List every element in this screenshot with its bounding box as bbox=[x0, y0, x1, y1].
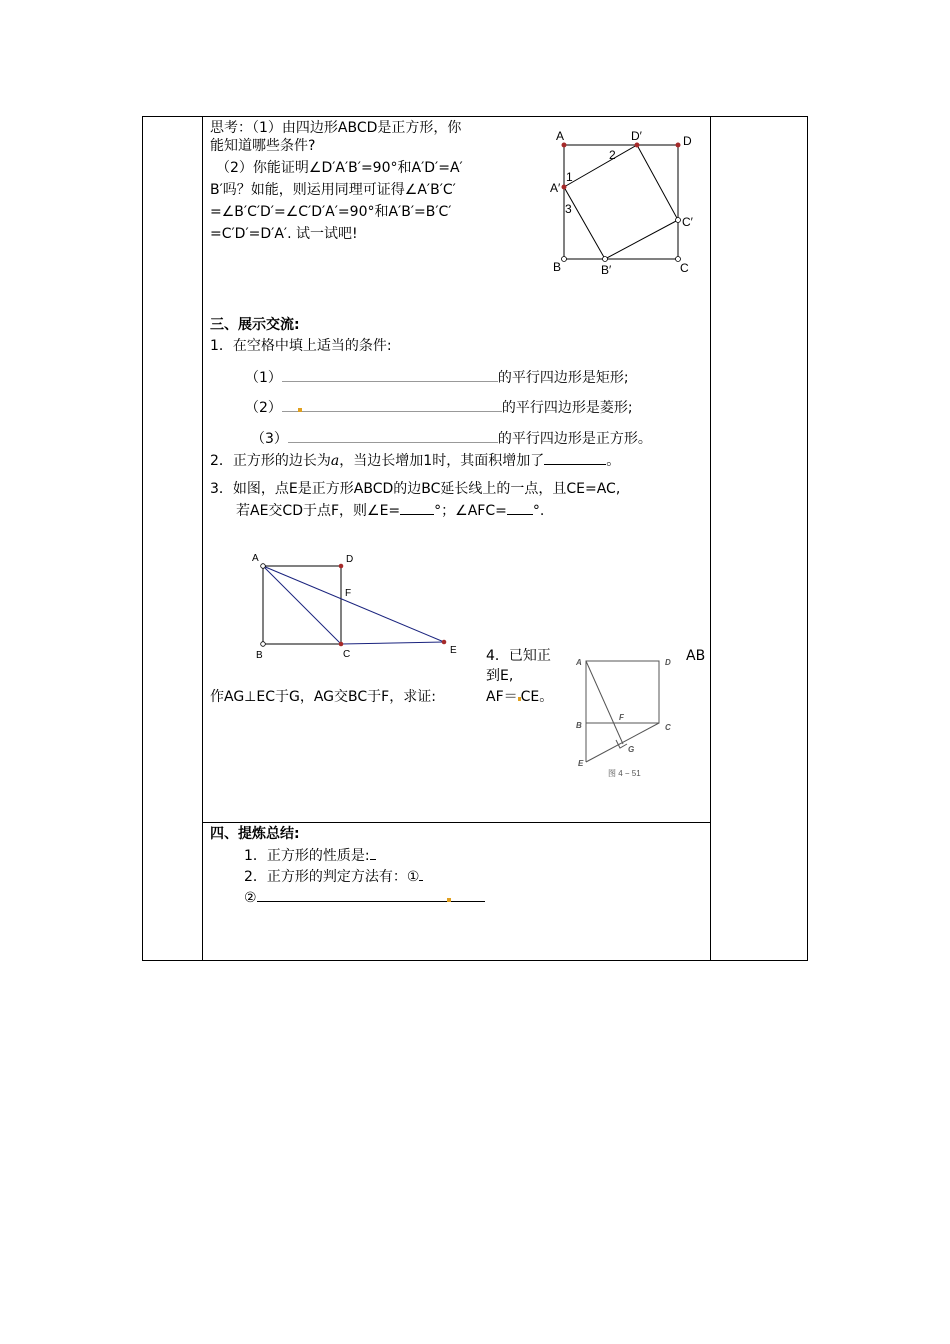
label-A: A bbox=[252, 553, 259, 564]
question-2 bbox=[210, 450, 620, 471]
think-line-2: 能知道哪些条件? bbox=[210, 138, 316, 154]
figure-4-51 bbox=[570, 650, 680, 785]
label-B: B bbox=[256, 650, 263, 661]
q2-end: 。 bbox=[606, 453, 621, 469]
label-angle-3: 3 bbox=[565, 202, 572, 216]
question-4-line-2: 到E, bbox=[486, 668, 514, 684]
label-B: B bbox=[553, 260, 562, 274]
label-D: D bbox=[665, 658, 671, 667]
summary-item-1 bbox=[244, 845, 376, 866]
segment-AG bbox=[586, 661, 623, 744]
label-A: A bbox=[576, 658, 582, 667]
section-3-title: 三、展示交流: bbox=[210, 317, 300, 333]
point-D bbox=[339, 564, 344, 569]
q4-af: AF＝ bbox=[486, 689, 518, 705]
point-D bbox=[676, 143, 681, 148]
label-C-prime: C′ bbox=[682, 215, 693, 229]
question-4-line-3b bbox=[486, 687, 553, 707]
summary-item-3 bbox=[244, 887, 485, 908]
q4-ce: CE。 bbox=[520, 689, 554, 705]
figure-caption: 图 4 − 51 bbox=[608, 769, 641, 778]
segment-AE bbox=[263, 566, 444, 642]
q2-blank bbox=[544, 450, 606, 465]
question-4-line-3: 作AG⊥EC于G，AG交BC于F，求证: bbox=[210, 689, 436, 705]
point-B bbox=[562, 257, 567, 262]
q3-blank-1 bbox=[400, 500, 434, 515]
q1a-prefix: （1） bbox=[245, 370, 282, 386]
section-4-title: 四、提炼总结: bbox=[210, 826, 300, 842]
diagonal-AC bbox=[263, 566, 341, 644]
point-C-prime bbox=[676, 218, 681, 223]
inner-square bbox=[564, 145, 678, 259]
point-A bbox=[562, 143, 567, 148]
label-F: F bbox=[619, 713, 624, 722]
think-line-4: B′吗？如能，则运用同理可证得∠A′B′C′ bbox=[210, 182, 456, 198]
label-D: D bbox=[683, 134, 692, 148]
q3-text-a: 若AE交CD于点F，则∠E= bbox=[236, 503, 401, 519]
q3-text-b: °；∠AFC= bbox=[434, 503, 507, 519]
label-C: C bbox=[665, 723, 671, 732]
label-A: A bbox=[556, 129, 565, 143]
question-1c bbox=[251, 428, 652, 449]
figure-square-extension bbox=[248, 548, 468, 663]
think-line-3: （2）你能证明∠D′A′B′=90°和A′D′=A′ bbox=[216, 160, 463, 176]
label-angle-1: 1 bbox=[566, 170, 573, 184]
point-A bbox=[261, 564, 266, 569]
think-line-5: =∠B′C′D′=∠C′D′A′=90°和A′B′=B′C′ bbox=[210, 204, 452, 220]
think-line-1: 思考：（1）由四边形ABCD是正方形，你 bbox=[210, 120, 462, 136]
q1c-suffix: 的平行四边形是正方形。 bbox=[497, 431, 652, 447]
summary-2-blank bbox=[419, 866, 423, 881]
label-D-prime: D′ bbox=[631, 129, 642, 143]
q1b-suffix: 的平行四边形是菱形; bbox=[501, 400, 633, 416]
question-3-line-2 bbox=[236, 500, 544, 521]
question-1b bbox=[245, 397, 633, 418]
question-1a bbox=[245, 367, 629, 388]
summary-item-2 bbox=[244, 866, 423, 887]
q3-text-c: °. bbox=[532, 503, 545, 519]
q2-text-a: 2．正方形的边长为 bbox=[210, 453, 331, 469]
label-C: C bbox=[680, 261, 689, 275]
point-A-prime bbox=[562, 185, 567, 190]
q1a-suffix: 的平行四边形是矩形; bbox=[497, 370, 629, 386]
label-E: E bbox=[578, 759, 584, 768]
summary-1-text: 1．正方形的性质是: bbox=[244, 848, 370, 864]
point-B-prime bbox=[603, 257, 608, 262]
point-C bbox=[339, 642, 344, 647]
outer-square bbox=[564, 145, 678, 259]
label-B-prime: B′ bbox=[601, 263, 612, 277]
think-line-6: =C′D′=D′A′. 试一试吧! bbox=[210, 226, 358, 242]
figure-square-rotated bbox=[545, 125, 705, 280]
q1c-prefix: （3） bbox=[251, 431, 288, 447]
q1c-blank bbox=[288, 428, 498, 443]
label-E: E bbox=[450, 645, 457, 656]
label-C: C bbox=[343, 649, 351, 660]
summary-2-text: 2．正方形的判定方法有：① bbox=[244, 869, 420, 885]
point-D-prime bbox=[635, 143, 640, 148]
label-D: D bbox=[346, 554, 354, 565]
question-4-line-1: 4．已知正 bbox=[486, 648, 551, 664]
summary-3-text: ② bbox=[244, 890, 257, 906]
summary-1-blank bbox=[370, 845, 376, 860]
label-G: G bbox=[628, 745, 635, 754]
segment-CE bbox=[341, 642, 444, 644]
q2-text-b: ，当边长增加1时，其面积增加了 bbox=[339, 453, 545, 469]
q1a-blank bbox=[282, 367, 498, 382]
summary-3-blank bbox=[257, 887, 485, 902]
q1b-prefix: （2） bbox=[245, 400, 282, 416]
point-E bbox=[442, 640, 447, 645]
question-4-line-1-tail: AB bbox=[686, 648, 706, 664]
marker bbox=[447, 898, 451, 902]
question-1: 1．在空格中填上适当的条件: bbox=[210, 338, 392, 354]
q3-blank-2 bbox=[507, 500, 533, 515]
label-F: F bbox=[345, 588, 352, 599]
label-A-prime: A′ bbox=[550, 181, 561, 195]
q1b-blank bbox=[282, 397, 502, 412]
label-B: B bbox=[576, 721, 582, 730]
label-angle-2: 2 bbox=[609, 148, 616, 162]
q2-variable: a bbox=[330, 453, 340, 469]
marker bbox=[298, 408, 302, 412]
question-3-line-1: 3．如图，点E是正方形ABCD的边BC延长线上的一点，且CE=AC, bbox=[210, 481, 621, 497]
point-B bbox=[261, 642, 266, 647]
